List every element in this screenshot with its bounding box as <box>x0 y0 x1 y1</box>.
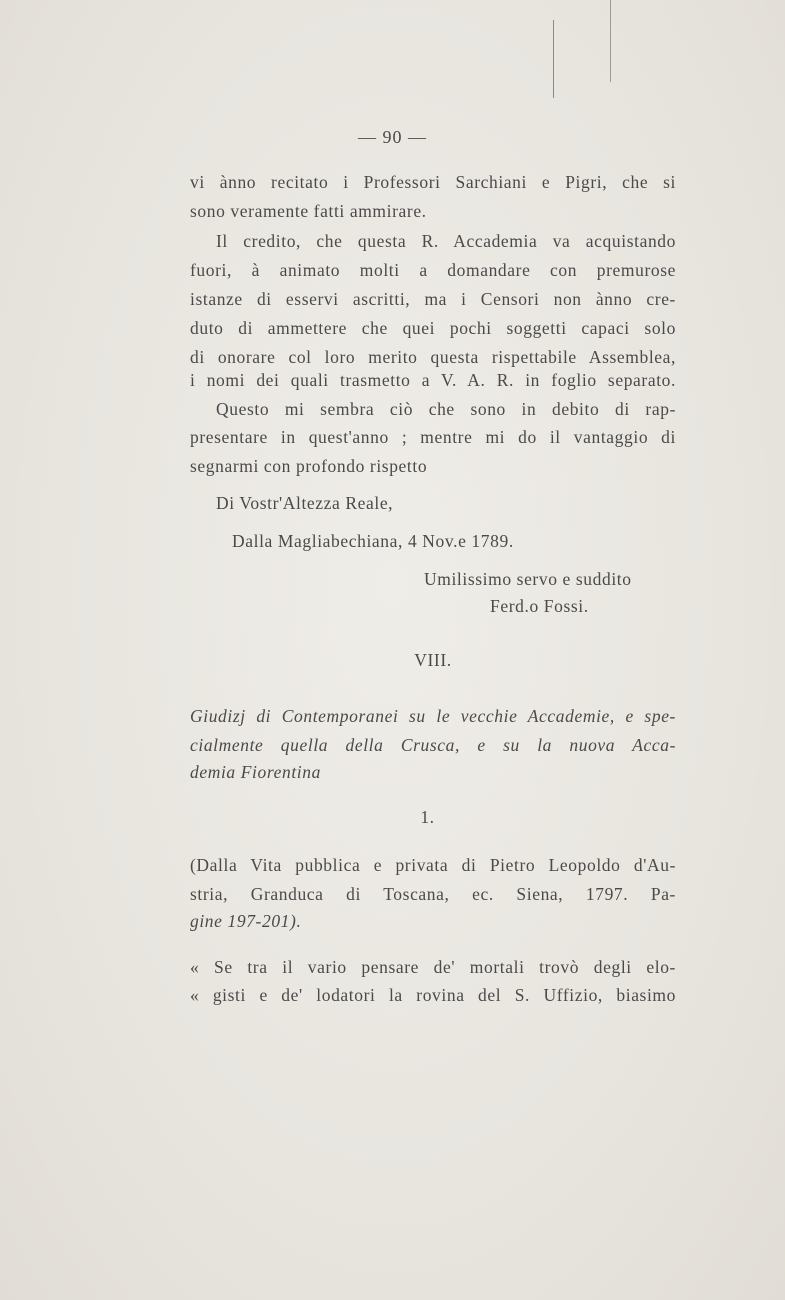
body-line: fuori, à animato molti a domandare con premurose <box>190 260 676 280</box>
section-title-line: cialmente quella della Crusca, e su la nuova Acca- <box>190 735 676 755</box>
quote-line: « gisti e de' lodatori la rovina del S. Uffizio, biasimo <box>190 985 676 1005</box>
body-line: i nomi dei quali trasmetto a V. A. R. in foglio separato. <box>190 370 676 390</box>
section-title-line: Giudizj di Contemporanei su le vecchie Accademie, e spe- <box>190 706 676 726</box>
body-line: duto di ammettere che quei pochi soggetti capaci solo <box>190 318 676 338</box>
salutation: Di Vostr'Altezza Reale, <box>216 493 394 513</box>
body-line: presentare in quest'anno ; mentre mi do il vantaggio di <box>190 427 676 447</box>
body-line: istanze di esservi ascritti, ma i Censori non ànno cre- <box>190 289 676 309</box>
body-line: Il credito, che questa R. Accademia va acquistando <box>216 231 676 251</box>
quote-line: « Se tra il vario pensare de' mortali trovò degli elo- <box>190 957 676 977</box>
body-line: vi ànno recitato i Professori Sarchiani e Pigri, che si <box>190 172 676 192</box>
body-line: sono veramente fatti ammirare. <box>190 201 427 221</box>
closing: Umilissimo servo e suddito <box>424 569 632 589</box>
scan-artifact-line <box>610 0 611 82</box>
source-line: (Dalla Vita pubblica e privata di Pietro Leopoldo d'Au- <box>190 855 676 875</box>
dateline: Dalla Magliabechiana, 4 Nov.e 1789. <box>232 531 514 551</box>
page-number: — 90 — <box>358 127 427 147</box>
subsection-number: 1. <box>420 807 435 827</box>
body-line: di onorare col loro merito questa rispettabile Assemblea, <box>190 347 676 367</box>
section-number: VIII. <box>414 650 452 670</box>
section-title-line: demia Fiorentina <box>190 762 321 782</box>
source-line: gine 197-201). <box>190 911 302 931</box>
signature: Ferd.o Fossi. <box>490 596 589 616</box>
source-line: stria, Granduca di Toscana, ec. Siena, 1797. Pa- <box>190 884 676 904</box>
scan-artifact-line <box>553 20 554 98</box>
body-line: segnarmi con profondo rispetto <box>190 456 428 476</box>
body-line: Questo mi sembra ciò che sono in debito di rap- <box>216 399 676 419</box>
